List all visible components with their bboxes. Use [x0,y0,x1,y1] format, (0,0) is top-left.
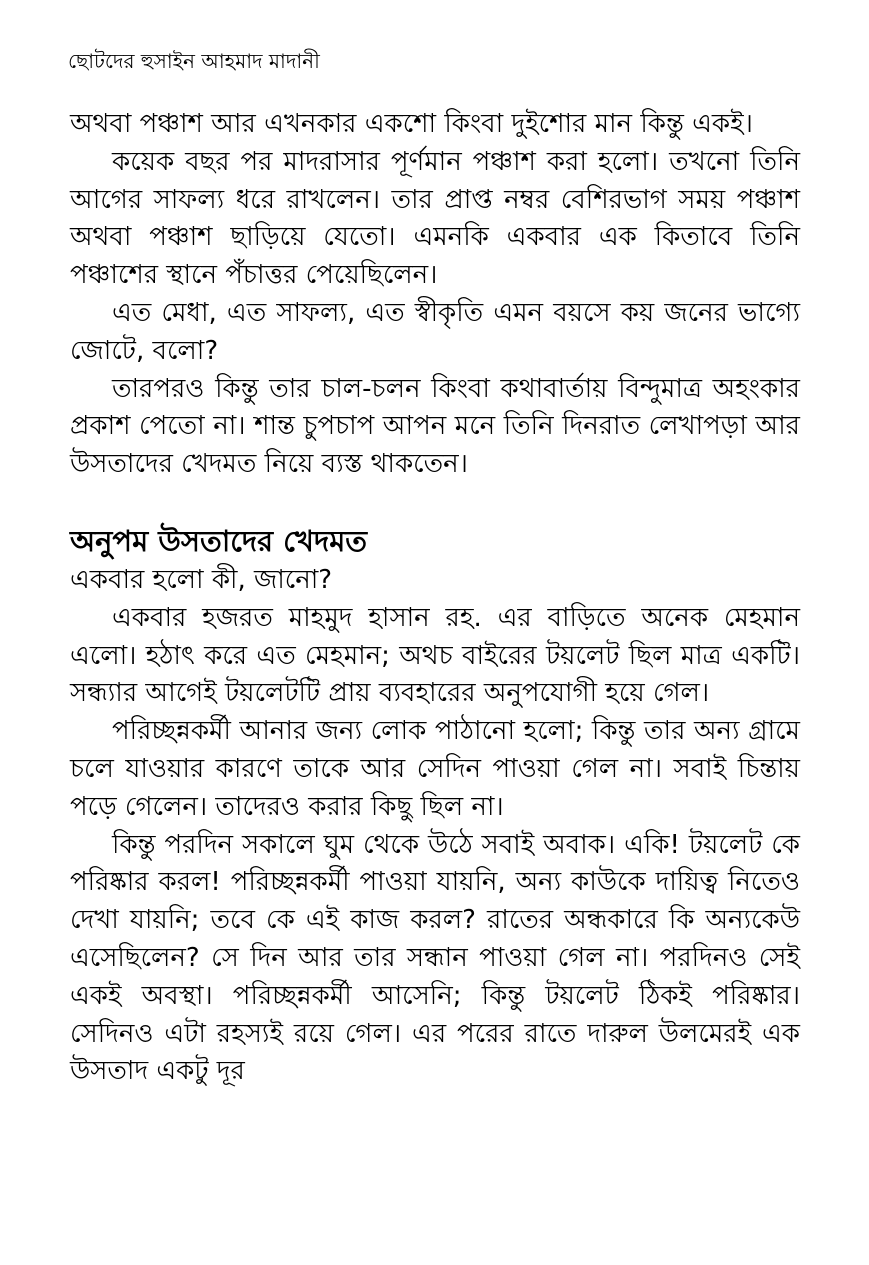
page-body [70,106,800,1091]
paragraph: কিন্তু পরদিন সকালে ঘুম থেকে উঠে সবাই অবাক। একি! টয়লেট কে পরিষ্কার করল! পরিচ্ছন্নকর্মী পাওয়া যায়নি, অন্য কাউকে দায়িত্ব নিতেও দেখা যায়নি; তবে কে এই কাজ করল? রাতের অন্ধকারে কি অন্যকেউ এসেছিলেন? সে দিন আর তার সন্ধান পাওয়া গেল না। পরদিনও সেই একই অবস্থা। পরিচ্ছন্নকর্মী আসেনি; কিন্তু টয়লেট ঠিকই পরিষ্কার। সেদিনও এটা রহস্যই রয়ে গেল। এর পরের রাতে দারুল উলমেরই এক উসতাদ একটু দূর [70,829,800,1087]
paragraph-continued: অথবা পঞ্চাশ আর এখনকার একশো কিংবা দুইশোর মান কিন্তু একই। [70,109,753,139]
section-intro-line: একবার হলো কী, জানো? [70,564,333,595]
paragraph: পরিচ্ছন্নকর্মী আনার জন্য লোক পাঠানো হলো; কিন্তু তার অন্য গ্রামে চলে যাওয়ার কারণে তাকে আর সেদিন পাওয়া গেল না। সবাই চিন্তায় পড়ে গেলেন। তাদেরও করার কিছু ছিল না। [70,716,800,822]
paragraph: কয়েক বছর পর মাদরাসার পূর্ণমান পঞ্চাশ করা হলো। তখনো তিনি আগের সাফল্য ধরে রাখলেন। তার প্রাপ্ত নম্বর বেশিরভাগ সময় পঞ্চাশ অথবা পঞ্চাশ ছাড়িয়ে যেতো। এমনকি একবার এক কিতাবে তিনি পঞ্চাশের স্থানে পঁচাত্তর পেয়েছিলেন। [70,146,800,291]
paragraph: এত মেধা, এত সাফল্য, এত স্বীকৃতি এমন বয়সে কয় জনের ভাগ্যে জোটে, বলো? [70,297,800,366]
section-heading: অনুপম উসতাদের খেদমত [70,523,368,558]
paragraph: তারপরও কিন্তু তার চাল-চলন কিংবা কথাবার্তায় বিন্দুমাত্র অহংকার প্রকাশ পেতো না। শান্ত চুপচাপ আপন মনে তিনি দিনরাত লেখাপড়া আর উসতাদের খেদমত নিয়ে ব্যস্ত থাকতেন। [70,373,800,480]
running-header: ছোটদের হুসাইন আহমাদ মাদানী [68,49,320,73]
paragraph: একবার হজরত মাহমুদ হাসান রহ. এর বাড়িতে অনেক মেহমান এলো। হঠাৎ করে এত মেহমান; অথচ বাইরের টয়লেট ছিল মাত্র একটি। সন্ধ্যার আগেই টয়লেটটি প্রায় ব্যবহারের অনুপযোগী হয়ে গেল। [70,602,800,709]
